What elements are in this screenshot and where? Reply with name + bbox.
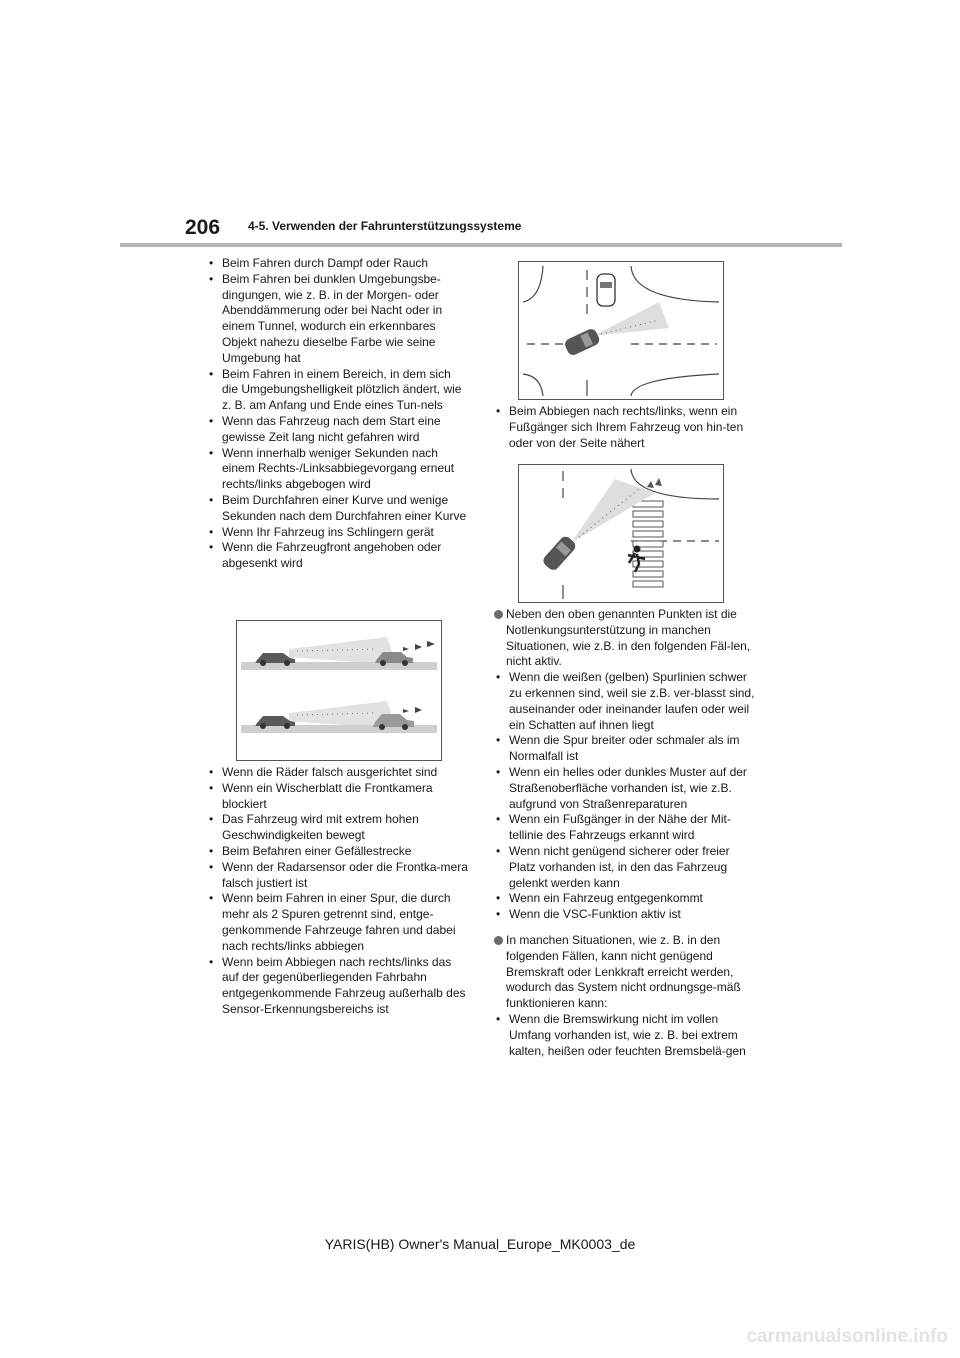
section-title: 4-5. Verwenden der Fahrunterstützungssysteme (248, 219, 522, 233)
paragraph-text: Neben den oben genannten Punkten ist die Notlenkungsunterstützung in manchen Situationen, wie z.B. in den folgenden Fäl-len, nicht aktiv. (506, 607, 751, 669)
list-item: • Beim Fahren in einem Bereich, in dem sich die Umgebungshelligkeit plötzlich ändert, wie z. B. am Anfang und Ende eines Tun-nels (207, 367, 469, 414)
pedestrian-crossing-illustration (519, 465, 723, 602)
left-column-top (207, 256, 469, 572)
list-item: • Wenn innerhalb weniger Sekunden nach einem Rechts-/Linksabbiegevorgang erneut rechts/links abgebogen wird (207, 446, 469, 493)
turning-oncoming-illustration (519, 262, 723, 399)
footer-manual-id: YARIS(HB) Owner's Manual_Europe_MK0003_de (324, 1236, 636, 1252)
radar-vehicles-illustration (237, 621, 441, 760)
bullet-circle-icon (494, 936, 503, 945)
list-item: • Wenn die weißen (gelben) Spurlinien schwer zu erkennen sind, weil sie z.B. ver-blasst sind, auseinander oder ineinander laufen oder weil ein Schatten auf ihnen liegt (494, 670, 756, 733)
list-item: • Wenn die Räder falsch ausgerichtet sind (207, 765, 469, 781)
paragraph-text: In manchen Situationen, wie z. B. in den folgenden Fällen, kann nicht genügend Bremskraft oder Lenkkraft erreicht werden, wodurch das System nicht ordnungsge-mäß funktionieren kann: (506, 932, 741, 1011)
watermark: carmanualsonline.info (746, 1326, 948, 1347)
list-item: • Wenn ein helles oder dunkles Muster auf der Straßenoberfläche vorhanden ist, wie z.B. aufgrund von Straßenreparaturen (494, 765, 756, 812)
list-item: • Wenn nicht genügend sicherer oder freier Platz vorhanden ist, in den das Fahrzeug gelenkt werden kann (494, 844, 756, 891)
list-item: • Wenn die VSC-Funktion aktiv ist (494, 907, 756, 923)
list-item: • Das Fahrzeug wird mit extrem hohen Geschwindigkeiten bewegt (207, 812, 469, 844)
right-column-top (494, 404, 756, 451)
list-item: • Wenn Ihr Fahrzeug ins Schlingern gerät (207, 525, 469, 541)
info-paragraph (494, 607, 756, 670)
condition-list-1 (207, 256, 469, 572)
braking-condition-list (494, 1012, 756, 1059)
bullet-circle-icon (494, 610, 503, 619)
list-item: • Wenn ein Fußgänger in der Nähe der Mit-tellinie des Fahrzeugs erkannt wird (494, 812, 756, 844)
list-item: • Wenn beim Abbiegen nach rechts/links das auf der gegenüberliegenden Fahrbahn entgegenkommende Fahrzeug außerhalb des Sensor-Erkennungsbereichs ist (207, 955, 469, 1018)
list-item: • Beim Abbiegen nach rechts/links, wenn ein Fußgänger sich Ihrem Fahrzeug von hin-ten oder von der Seite nähert (494, 404, 756, 451)
list-item: • Beim Fahren durch Dampf oder Rauch (207, 256, 469, 272)
list-item: • Beim Fahren bei dunklen Umgebungsbe-dingungen, wie z. B. in der Morgen- oder Abenddämmerung oder bei Nacht oder in einem Tunnel, wodurch ein erkennbares Objekt nahezu dieselbe Farbe wie seine Umgebung hat (207, 272, 469, 367)
list-item: • Wenn ein Wischerblatt die Frontkamera blockiert (207, 781, 469, 813)
list-item: • Wenn der Radarsensor oder die Frontka-mera falsch justiert ist (207, 860, 469, 892)
right-column-bottom (494, 607, 756, 1059)
page-number: 206 (185, 216, 221, 239)
list-item: • Wenn die Spur breiter oder schmaler als im Normalfall ist (494, 733, 756, 765)
list-item: • Beim Befahren einer Gefällestrecke (207, 844, 469, 860)
list-item: • Wenn ein Fahrzeug entgegenkommt (494, 891, 756, 907)
list-item: • Wenn das Fahrzeug nach dem Start eine gewisse Zeit lang nicht gefahren wird (207, 414, 469, 446)
figure-turning-oncoming (518, 261, 724, 400)
left-column-bottom (207, 765, 469, 1018)
list-item: • Wenn beim Fahren in einer Spur, die durch mehr als 2 Spuren getrennt sind, entge-genkommende Fahrzeuge fahren und dabei nach rechts/links abbiegen (207, 891, 469, 954)
info-paragraph (494, 933, 756, 1012)
figure-pedestrian-crossing (518, 464, 724, 603)
condition-list-2 (207, 765, 469, 1018)
header-divider (120, 243, 842, 247)
list-item: • Wenn die Fahrzeugfront angehoben oder abgesenkt wird (207, 540, 469, 572)
steering-condition-list (494, 670, 756, 923)
pedestrian-list (494, 404, 756, 451)
list-item: • Wenn die Bremswirkung nicht im vollen Umfang vorhanden ist, wie z. B. bei extrem kalten, heißen oder feuchten Bremsbelä-gen (494, 1012, 756, 1059)
figure-radar-vehicles (236, 620, 442, 761)
list-item: • Beim Durchfahren einer Kurve und wenige Sekunden nach dem Durchfahren einer Kurve (207, 493, 469, 525)
